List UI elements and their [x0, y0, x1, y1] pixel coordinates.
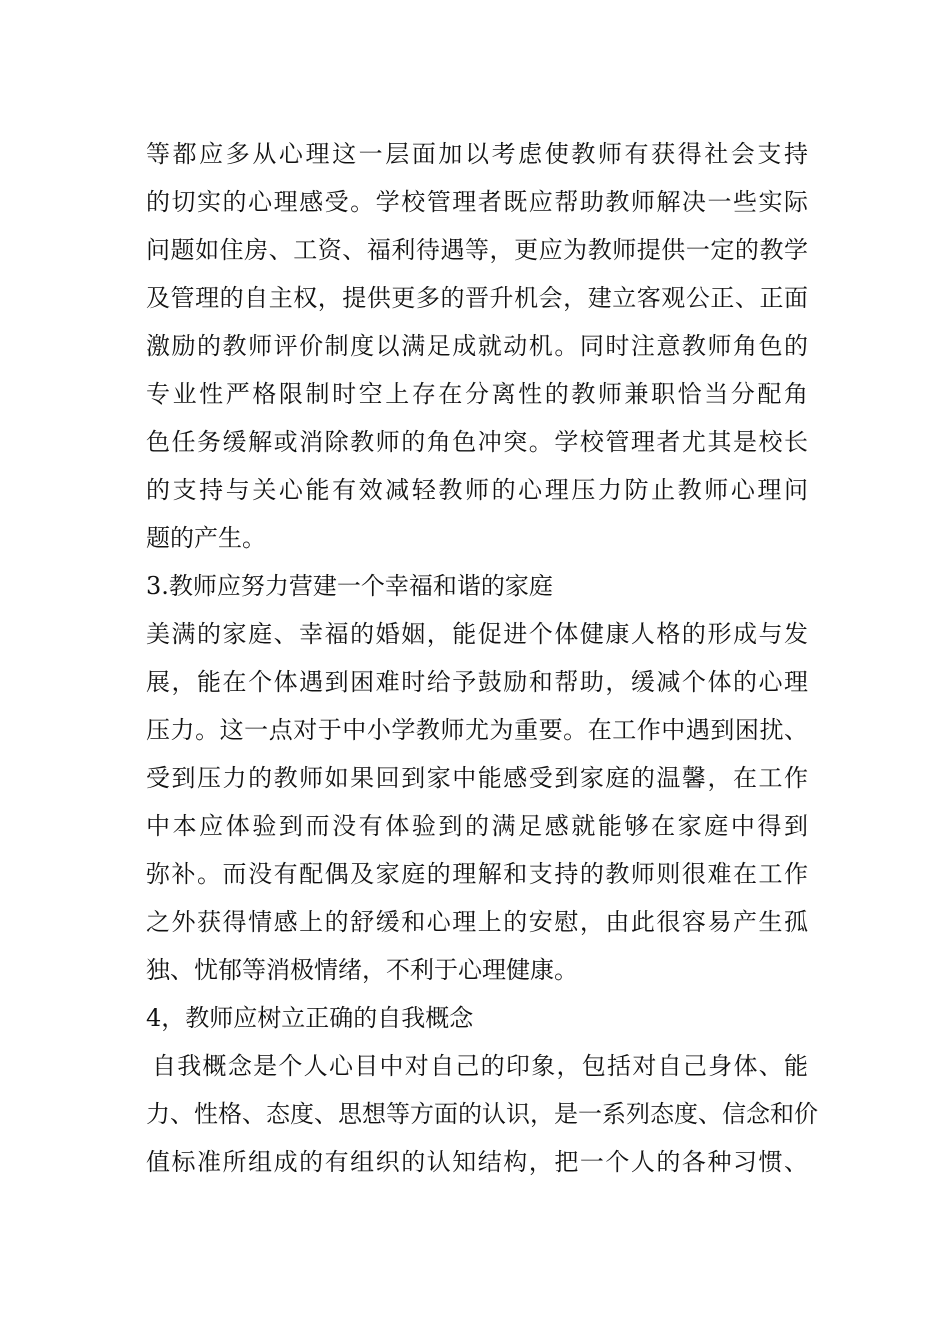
- text-line: 受到压力的教师如果回到家中能感受到家庭的温馨，在工作: [146, 764, 808, 792]
- section-heading: 4，教师应树立正确的自我概念: [146, 1004, 474, 1032]
- text-line: 弥补。而没有配偶及家庭的理解和支持的教师则很难在工作: [146, 860, 808, 888]
- text-line: 等都应多从心理这一层面加以考虑使教师有获得社会支持: [146, 140, 808, 168]
- document-body: [146, 130, 818, 1186]
- text-line: 美满的家庭、幸福的婚姻，能促进个体健康人格的形成与发: [146, 620, 808, 648]
- text-line: 题的产生。: [146, 524, 266, 552]
- text-line: 中本应体验到而没有体验到的满足感就能够在家庭中得到: [146, 812, 808, 840]
- text-line: 的切实的心理感受。学校管理者既应帮助教师解决一些实际: [146, 188, 808, 216]
- text-line: 自我概念是个人心目中对自己的印象，包括对自己身体、能: [152, 1052, 808, 1080]
- text-line: 力、性格、态度、思想等方面的认识，是一系列态度、信念和价: [146, 1100, 818, 1128]
- section-heading: 3.教师应努力营建一个幸福和谐的家庭: [146, 572, 553, 600]
- text-line: 的支持与关心能有效减轻教师的心理压力防止教师心理问: [146, 476, 808, 504]
- text-line: 及管理的自主权，提供更多的晋升机会，建立客观公正、正面: [146, 284, 808, 312]
- text-line: 色任务缓解或消除教师的角色冲突。学校管理者尤其是校长: [146, 428, 808, 456]
- text-line: 展，能在个体遇到困难时给予鼓励和帮助，缓减个体的心理: [146, 668, 808, 696]
- text-line: 压力。这一点对于中小学教师尤为重要。在工作中遇到困扰、: [146, 716, 808, 744]
- text-line: 专业性严格限制时空上存在分离性的教师兼职恰当分配角: [146, 380, 808, 408]
- text-line: 之外获得情感上的舒缓和心理上的安慰，由此很容易产生孤: [146, 908, 808, 936]
- text-line: 值标准所组成的有组织的认知结构，把一个人的各种习惯、: [146, 1148, 808, 1176]
- text-line: 激励的教师评价制度以满足成就动机。同时注意教师角色的: [146, 332, 808, 360]
- text-line: 独、忧郁等消极情绪，不利于心理健康。: [146, 956, 578, 984]
- text-line: 问题如住房、工资、福利待遇等，更应为教师提供一定的教学: [146, 236, 808, 264]
